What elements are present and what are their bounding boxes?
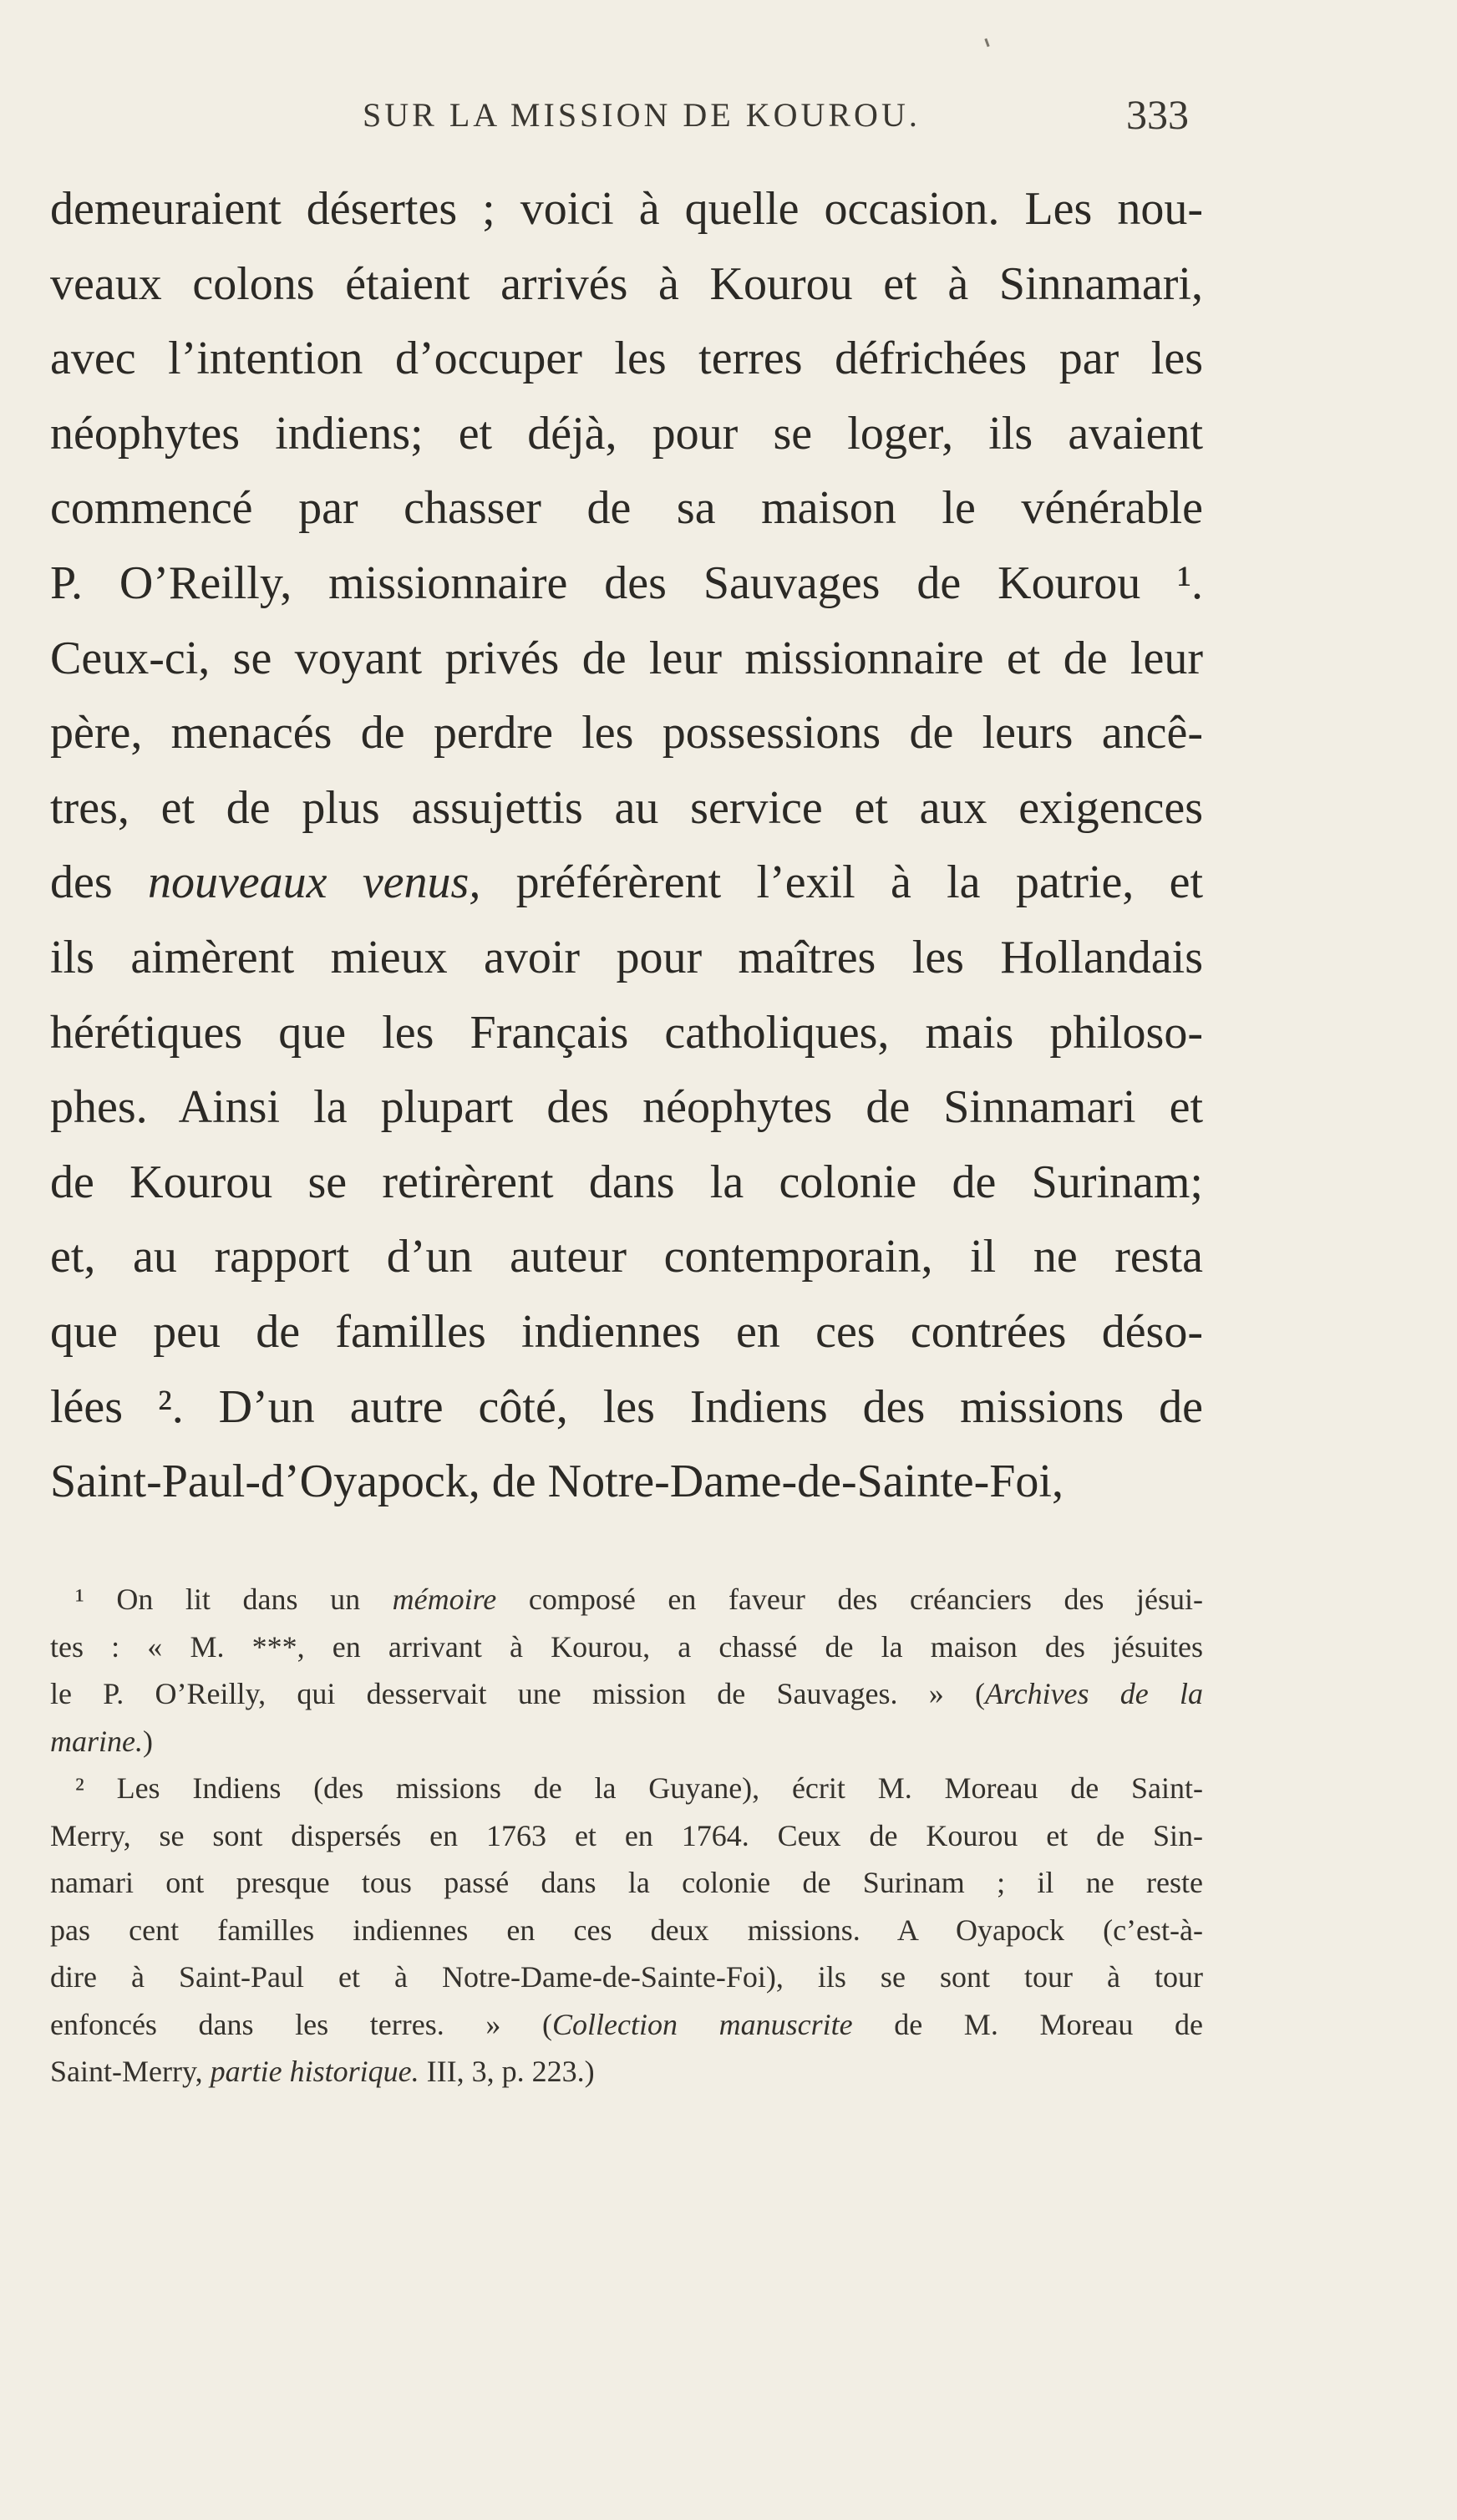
text-segment: Saint-Merry, [50,2055,211,2088]
footnote-2-line: Merry, se sont dispersés en 1763 et en 1764. Ceux de Kourou et de Sin- [50,1818,1203,1852]
text-segment: III, 3, p. 223.) [419,2055,595,2088]
ink-speck [984,38,989,47]
running-title: SUR LA MISSION DE KOUROU. [363,96,921,134]
footnote-2-line [50,2048,1203,2096]
text-segment: le P. O’Reilly, qui desservait une mission de Sauvages. » ( [50,1677,985,1710]
body-line: commencé par chasser de sa maison le vénérable [50,482,1203,535]
text-segment: ) [143,1724,153,1758]
footnote-1-line [50,1576,1203,1623]
running-head [50,90,1203,149]
body-line: que peu de familles indiennes en ces contrées déso- [50,1305,1203,1358]
body-line: phes. Ainsi la plupart des néophytes de Sinnamari et [50,1081,1203,1134]
body-line-italic [50,846,1203,921]
body-line: père, menacés de perdre les possessions de leurs ancê- [50,707,1203,760]
page-number: 333 [1126,91,1189,138]
body-line: néophytes indiens; et déjà, pour se loger, ils avaient [50,407,1203,460]
italic-text: Collection manuscrite [551,2007,853,2041]
body-line: hérétiques que les Français catholiques, mais philoso- [50,1006,1203,1059]
body-line: veaux colons étaient arrivés à Kourou et à Sinnamari, [50,257,1203,310]
body-line: P. O’Reilly, missionnaire des Sauvages de Kourou ¹. [50,556,1203,609]
text-segment: composé en faveur des créanciers des jésui- [496,1583,1203,1616]
footnote-2-line: pas cent familles indiennes en ces deux missions. A Oyapock (c’est-à- [50,1913,1203,1947]
footnote-2-line: ² Les Indiens (des missions de la Guyane), écrit M. Moreau de Saint- [75,1771,1203,1805]
footnote-2-line: dire à Saint-Paul et à Notre-Dame-de-Sainte-Foi), ils se sont tour à tour [50,1960,1203,1994]
body-line: de Kourou se retirèrent dans la colonie de Surinam; [50,1156,1203,1208]
body-line: demeuraient désertes ; voici à quelle occasion. Les nou- [50,183,1203,235]
body-line: Ceux-ci, se voyant privés de leur missionnaire et de leur [50,632,1203,684]
body-text [50,172,1203,1520]
footnote-1-line [50,1670,1203,1718]
body-line: avec l’intention d’occuper les terres défrichées par les [50,333,1203,385]
text-segment: des [50,856,148,909]
italic-text: marine. [50,1724,143,1758]
body-line: lées ². D’un autre côté, les Indiens des missions de [50,1380,1203,1433]
footnote-2-line [50,2001,1203,2049]
body-line: Saint-Paul-d’Oyapock, de Notre-Dame-de-Sainte-Foi, [50,1456,1064,1508]
italic-text: mémoire [392,1583,497,1616]
text-segment: préférèrent l’exil à la patrie, et [480,856,1203,909]
footnote-1-line: tes : « M. ***, en arrivant à Kourou, a chassé de la maison des jésuites [50,1629,1203,1664]
body-line: tres, et de plus assujettis au service et aux exigences [50,781,1203,834]
footnotes [50,1576,1203,2096]
footnote-2-line: namari ont presque tous passé dans la colonie de Surinam ; il ne reste [50,1866,1203,1899]
text-segment: ¹ On lit dans un [75,1583,393,1616]
body-line: et, au rapport d’un auteur contemporain, il ne resta [50,1231,1203,1283]
italic-text: partie historique. [210,2055,419,2088]
body-line: ils aimèrent mieux avoir pour maîtres les Hollandais [50,931,1203,983]
italic-text: Archives de la [984,1677,1203,1710]
footnote-1-line [50,1718,1203,1766]
text-segment: enfoncés dans les terres. » ( [50,2007,552,2041]
italic-text: nouveaux venus, [147,856,481,909]
text-segment: de M. Moreau de [852,2007,1203,2041]
